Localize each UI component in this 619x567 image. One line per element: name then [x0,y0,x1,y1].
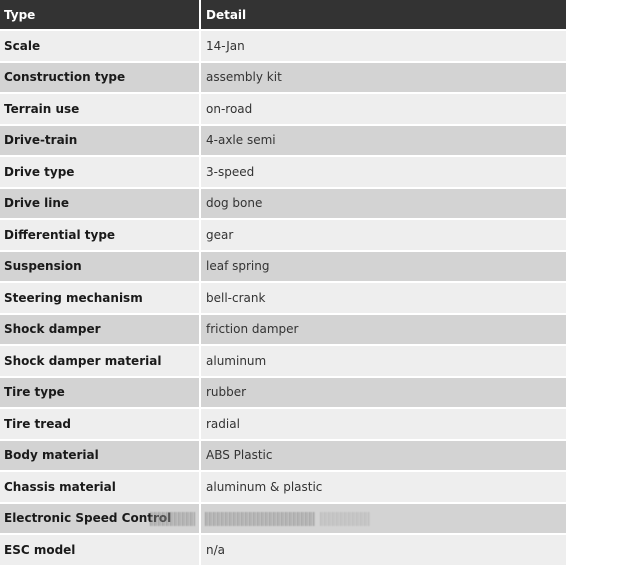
detail-cell: bell-crank [199,283,566,315]
table-row [0,94,566,126]
table-row [0,315,566,347]
scan-artifact [205,512,315,526]
type-cell: Chassis material [0,472,199,504]
type-cell: Construction type [0,63,199,95]
detail-cell: leaf spring [199,252,566,284]
type-cell: Differential type [0,220,199,252]
table-row [0,220,566,252]
table-header-row [0,0,566,31]
detail-cell: ABS Plastic [199,441,566,473]
type-cell: Electronic Speed Control [0,504,199,536]
table-row [0,346,566,378]
type-cell: Shock damper [0,315,199,347]
detail-cell: rubber [199,378,566,410]
type-cell: Tire tread [0,409,199,441]
detail-cell: assembly kit [199,63,566,95]
table-row [0,157,566,189]
table-row [0,472,566,504]
type-cell: Terrain use [0,94,199,126]
detail-cell: friction damper [199,315,566,347]
type-cell: Suspension [0,252,199,284]
table-row [0,63,566,95]
table-row [0,252,566,284]
scan-artifact [150,512,195,526]
detail-cell: radial [199,409,566,441]
table-row [0,378,566,410]
table-row [0,409,566,441]
type-cell: Body material [0,441,199,473]
detail-cell: 4-axle semi [199,126,566,158]
detail-cell: 14-Jan [199,31,566,63]
type-cell: Drive-train [0,126,199,158]
type-cell: Shock damper material [0,346,199,378]
detail-cell: gear [199,220,566,252]
type-cell: Scale [0,31,199,63]
detail-cell: on-road [199,94,566,126]
table-row [0,283,566,315]
scan-artifact [320,512,370,526]
table-row [0,126,566,158]
detail-cell: dog bone [199,189,566,221]
detail-cell: aluminum [199,346,566,378]
detail-cell: aluminum & plastic [199,472,566,504]
column-header-detail: Detail [199,0,566,31]
table-row [0,441,566,473]
type-cell: Drive type [0,157,199,189]
table-row [0,31,566,63]
type-cell: Drive line [0,189,199,221]
type-cell: Steering mechanism [0,283,199,315]
table-body [0,31,566,567]
table-row [0,189,566,221]
type-cell: ESC model [0,535,199,567]
type-cell: Tire type [0,378,199,410]
table-row [0,535,566,567]
detail-cell: 3-speed [199,157,566,189]
detail-cell: n/a [199,535,566,567]
column-header-type: Type [0,0,199,31]
